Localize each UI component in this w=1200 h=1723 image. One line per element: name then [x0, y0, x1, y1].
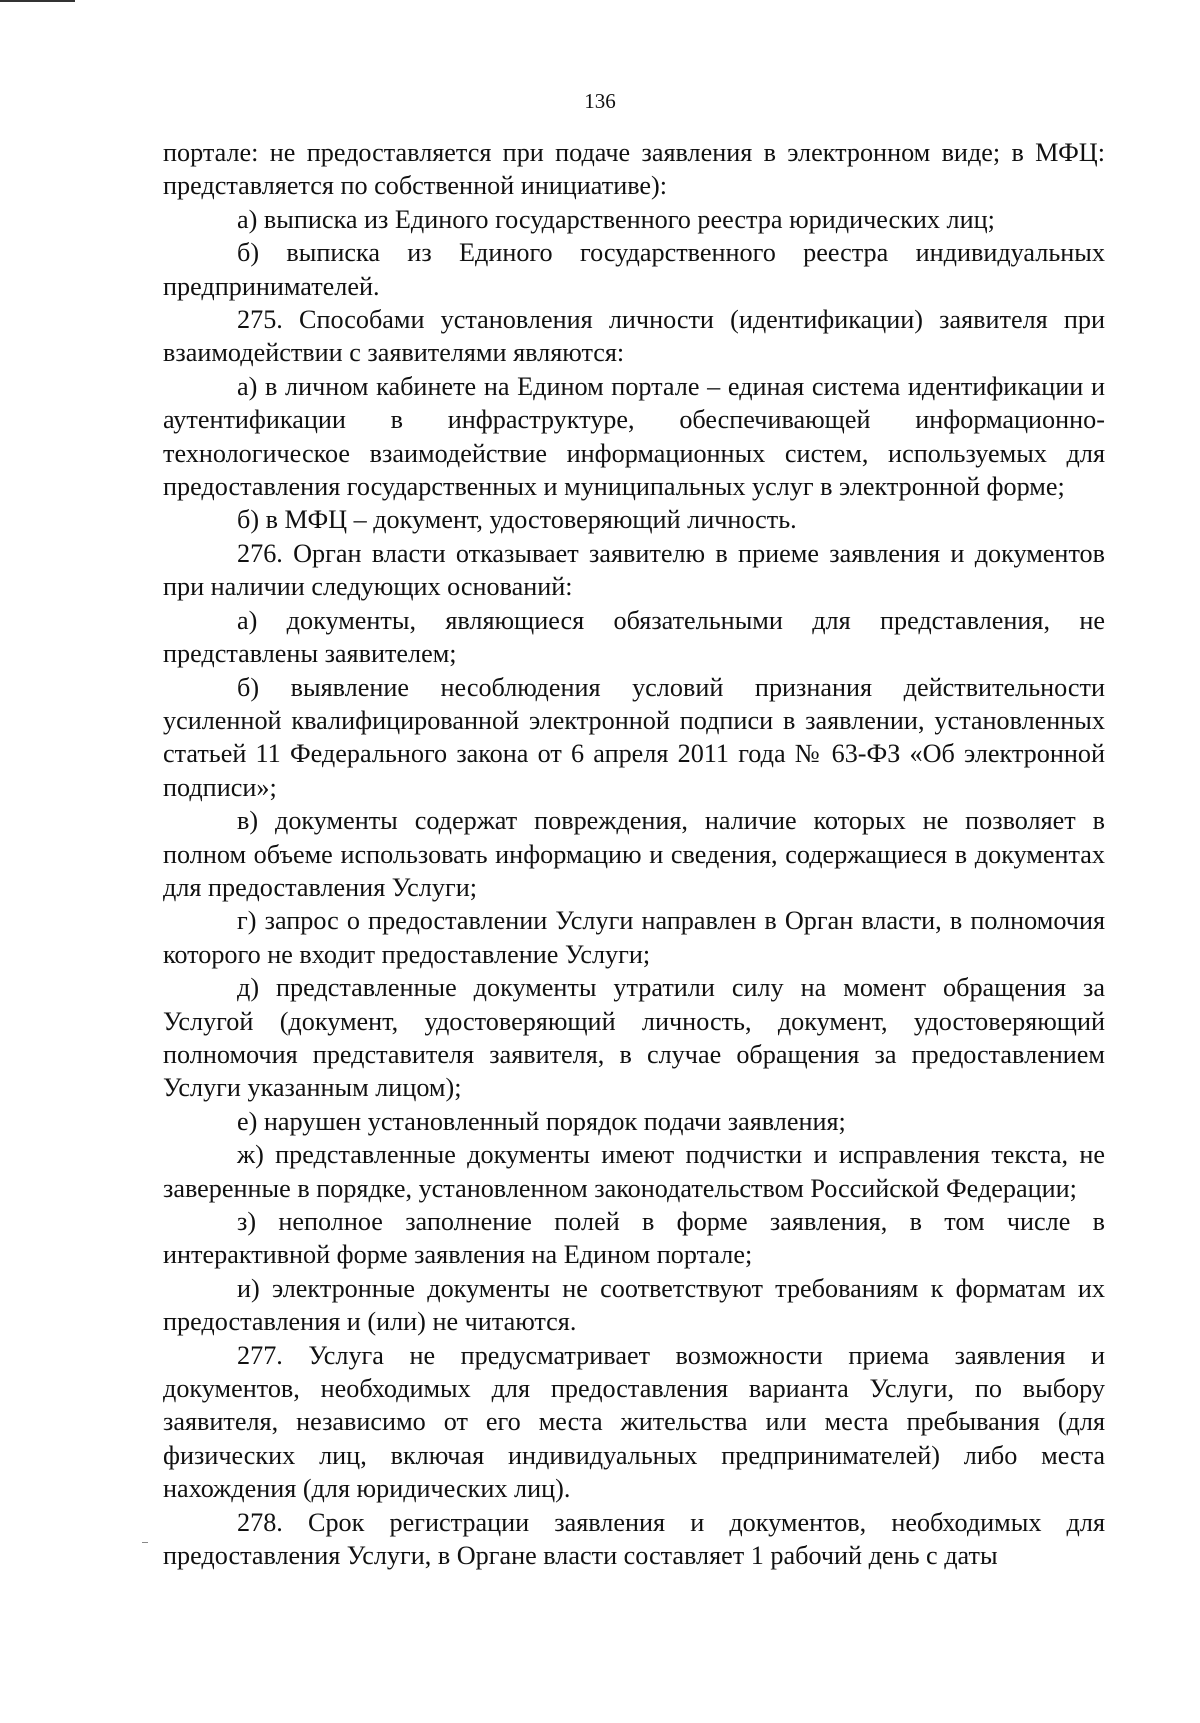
paragraph: а) выписка из Единого государственного реестра юридических лиц; [237, 204, 995, 234]
scan-edge-mark [0, 0, 75, 2]
paragraph: д) представленные документы утратили силу на момент обращения за Услугой (документ, удостоверяющий личность, документ, удостоверяющий полномочия представителя заявителя, в случае обращения за предоставлением Услуги указанным лицом); [163, 973, 1105, 1103]
paragraph: б) выявление несоблюдения условий признания действительности усиленной квалифицированной электронной подписи в заявлении, установленных статьей 11 Федерального закона от 6 апреля 2011 года № 63-ФЗ «Об электронной подписи»; [163, 672, 1105, 802]
paragraph: б) в МФЦ – документ, удостоверяющий личность. [237, 505, 797, 535]
paragraph: а) в личном кабинете на Едином портале – единая система идентификации и аутентификации в инфраструктуре, обеспечивающей информационно-технологическое взаимодействие информационных систем, используемых для предоставления государственных и муниципальных услуг в электронной форме; [163, 371, 1105, 502]
paragraph: 278. Срок регистрации заявления и документов, необходимых для предоставления Услуги, в Органе власти составляет 1 рабочий день с даты [163, 1507, 1105, 1571]
paragraph: з) неполное заполнение полей в форме заявления, в том числе в интерактивной форме заявления на Едином портале; [163, 1207, 1105, 1270]
paragraph: портале: не предоставляется при подаче заявления в электронном виде; в МФЦ: представляется по собственной инициативе): [163, 138, 1105, 201]
paragraph: в) документы содержат повреждения, наличие которых не позволяет в полном объеме использовать информацию и сведения, содержащиеся в документах для предоставления Услуги; [163, 806, 1105, 902]
paragraph: е) нарушен установленный порядок подачи заявления; [237, 1106, 846, 1136]
paragraph: ж) представленные документы имеют подчистки и исправления текста, не заверенные в порядке, установленном законодательством Российской Федерации; [163, 1140, 1105, 1203]
paragraph: 277. Услуга не предусматривает возможности приема заявления и документов, необходимых для предоставления варианта Услуги, по выбору заявителя, независимо от его места жительства или места пребывания (для физических лиц, включая индивидуальных предпринимателей) либо места нахождения (для юридических лиц). [163, 1340, 1105, 1504]
paragraph: б) выписка из Единого государственного реестра индивидуальных предпринимателей. [163, 238, 1105, 301]
document-body [163, 136, 1105, 1572]
paragraph: 275. Способами установления личности (идентификации) заявителя при взаимодействии с заявителями являются: [163, 305, 1105, 368]
paragraph: а) документы, являющиеся обязательными для представления, не представлены заявителем; [163, 605, 1105, 669]
margin-tick-mark [142, 1542, 148, 1543]
paragraph: и) электронные документы не соответствуют требованиям к форматам их предоставления и (или) не читаются. [163, 1273, 1105, 1337]
paragraph: г) запрос о предоставлении Услуги направлен в Орган власти, в полномочия которого не входит предоставление Услуги; [163, 906, 1105, 969]
page-number: 136 [584, 89, 616, 113]
paragraph: 276. Орган власти отказывает заявителю в приеме заявления и документов при наличии следующих оснований: [163, 538, 1105, 602]
